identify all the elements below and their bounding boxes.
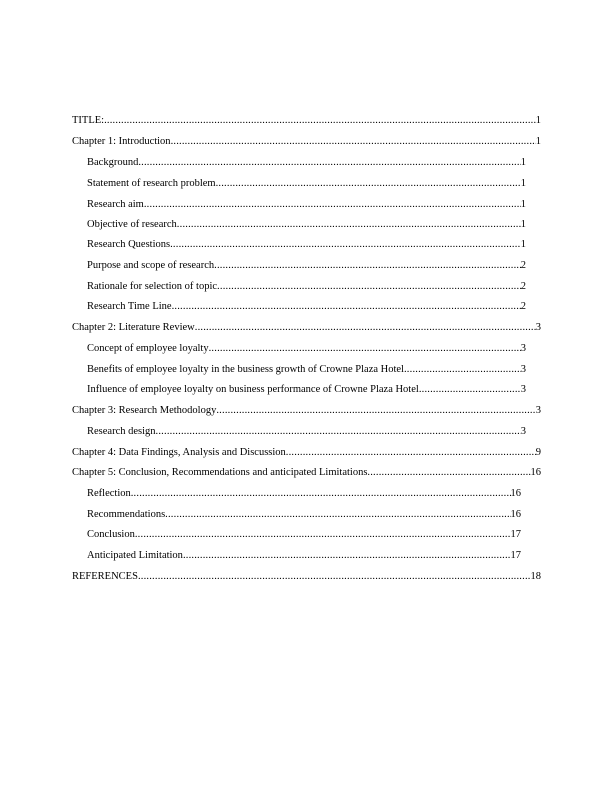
toc-leader bbox=[419, 383, 521, 397]
toc-label: Chapter 5: Conclusion, Recommendations and anticipated Limitations bbox=[72, 467, 368, 478]
toc-entry-anticipated-limitation[interactable] bbox=[87, 549, 521, 563]
toc-page-number: 2 bbox=[520, 301, 526, 312]
toc-leader bbox=[183, 549, 511, 563]
toc-leader bbox=[209, 342, 521, 356]
toc-page-number: 16 bbox=[510, 488, 521, 499]
toc-entry-conclusion[interactable] bbox=[87, 528, 521, 542]
toc-leader bbox=[216, 177, 521, 191]
toc-entry-research-time-line[interactable] bbox=[87, 300, 526, 314]
toc-leader bbox=[216, 404, 535, 418]
toc-label: Research Time Line bbox=[87, 301, 172, 312]
toc-page-number: 3 bbox=[520, 364, 526, 375]
toc-page-number: 16 bbox=[530, 467, 541, 478]
toc-page-number: 1 bbox=[520, 239, 526, 250]
toc-leader bbox=[172, 300, 521, 314]
toc-label: Benefits of employee loyalty in the business growth of Crowne Plaza Hotel bbox=[87, 364, 404, 375]
toc-page-number: 3 bbox=[535, 322, 541, 333]
toc-entry-recommendations[interactable] bbox=[87, 508, 521, 522]
toc-leader bbox=[131, 487, 511, 501]
toc-label: REFERENCES bbox=[72, 571, 138, 582]
toc-entry-influence-of-employee-loyalty[interactable] bbox=[87, 383, 526, 397]
toc-entry-chapter-1[interactable] bbox=[72, 135, 541, 149]
toc-page-number: 3 bbox=[535, 405, 541, 416]
toc-entry-benefits-of-employee-loyalty[interactable] bbox=[87, 363, 526, 377]
toc-entry-chapter-2[interactable] bbox=[72, 321, 541, 335]
toc-entry-objective-of-research[interactable] bbox=[87, 218, 526, 232]
toc-leader bbox=[138, 570, 531, 584]
toc-leader bbox=[156, 425, 521, 439]
toc-label: Objective of research bbox=[87, 219, 177, 230]
toc-leader bbox=[286, 446, 536, 460]
toc-page-number: 1 bbox=[520, 219, 526, 230]
toc-label: Influence of employee loyalty on business performance of Crowne Plaza Hotel bbox=[87, 384, 419, 395]
toc-leader bbox=[171, 135, 536, 149]
toc-entry-background[interactable] bbox=[87, 156, 526, 170]
toc-label: Concept of employee loyalty bbox=[87, 343, 209, 354]
toc-entry-references[interactable] bbox=[72, 570, 541, 584]
toc-page-number: 3 bbox=[520, 343, 526, 354]
toc-page-number: 1 bbox=[535, 136, 541, 147]
toc-label: Conclusion bbox=[87, 529, 135, 540]
toc-leader bbox=[135, 528, 511, 542]
toc-page-number: 2 bbox=[520, 260, 526, 271]
toc-label: Chapter 3: Research Methodology bbox=[72, 405, 217, 416]
toc-entry-chapter-4[interactable] bbox=[72, 446, 541, 460]
toc-leader bbox=[104, 114, 536, 128]
toc-label: Background bbox=[87, 157, 139, 168]
toc-leader bbox=[177, 218, 521, 232]
toc-label: Recommendations bbox=[87, 509, 166, 520]
toc-label: Rationale for selection of topic bbox=[87, 281, 218, 292]
toc-label: Reflection bbox=[87, 488, 131, 499]
toc-leader bbox=[195, 321, 536, 335]
toc-page-number: 17 bbox=[510, 550, 521, 561]
toc-leader bbox=[217, 280, 521, 294]
toc-page-number: 17 bbox=[510, 529, 521, 540]
toc-entry-concept-of-employee-loyalty[interactable] bbox=[87, 342, 526, 356]
toc-leader bbox=[138, 156, 520, 170]
toc-leader bbox=[404, 363, 521, 377]
toc-entry-purpose-and-scope[interactable] bbox=[87, 259, 526, 273]
toc-entry-reflection[interactable] bbox=[87, 487, 521, 501]
toc-page-number: 18 bbox=[530, 571, 541, 582]
toc-label: Research design bbox=[87, 426, 156, 437]
toc-label: Purpose and scope of research bbox=[87, 260, 215, 271]
toc-label: Research aim bbox=[87, 199, 144, 210]
toc-entry-rationale[interactable] bbox=[87, 280, 526, 294]
toc-page-number: 1 bbox=[520, 199, 526, 210]
toc-leader bbox=[144, 198, 521, 212]
toc-label: TITLE: bbox=[72, 115, 105, 126]
toc-entry-research-questions[interactable] bbox=[87, 238, 526, 252]
toc-page-number: 1 bbox=[520, 157, 526, 168]
toc-label: Statement of research problem bbox=[87, 178, 216, 189]
toc-leader bbox=[214, 259, 521, 273]
toc-page-number: 9 bbox=[535, 447, 541, 458]
toc-entry-chapter-5[interactable] bbox=[72, 466, 541, 480]
toc-label: Research Questions bbox=[87, 239, 171, 250]
toc-entry-title[interactable] bbox=[72, 114, 541, 128]
toc-label: Chapter 1: Introduction bbox=[72, 136, 171, 147]
toc-page-number: 2 bbox=[520, 281, 526, 292]
toc-leader bbox=[367, 466, 530, 480]
toc-entry-research-aim[interactable] bbox=[87, 198, 526, 212]
toc-label: Anticipated Limitation bbox=[87, 550, 183, 561]
toc-entry-research-design[interactable] bbox=[87, 425, 526, 439]
toc-leader bbox=[165, 508, 510, 522]
toc-leader bbox=[170, 238, 521, 252]
toc-page-number: 3 bbox=[520, 384, 526, 395]
toc-entry-chapter-3[interactable] bbox=[72, 404, 541, 418]
toc-page-number: 1 bbox=[535, 115, 541, 126]
toc-label: Chapter 2: Literature Review bbox=[72, 322, 195, 333]
toc-page-number: 1 bbox=[520, 178, 526, 189]
toc-entry-statement-of-research-problem[interactable] bbox=[87, 177, 526, 191]
toc-label: Chapter 4: Data Findings, Analysis and Discussion bbox=[72, 447, 286, 458]
toc-page-number: 3 bbox=[520, 426, 526, 437]
toc-page-number: 16 bbox=[510, 509, 521, 520]
